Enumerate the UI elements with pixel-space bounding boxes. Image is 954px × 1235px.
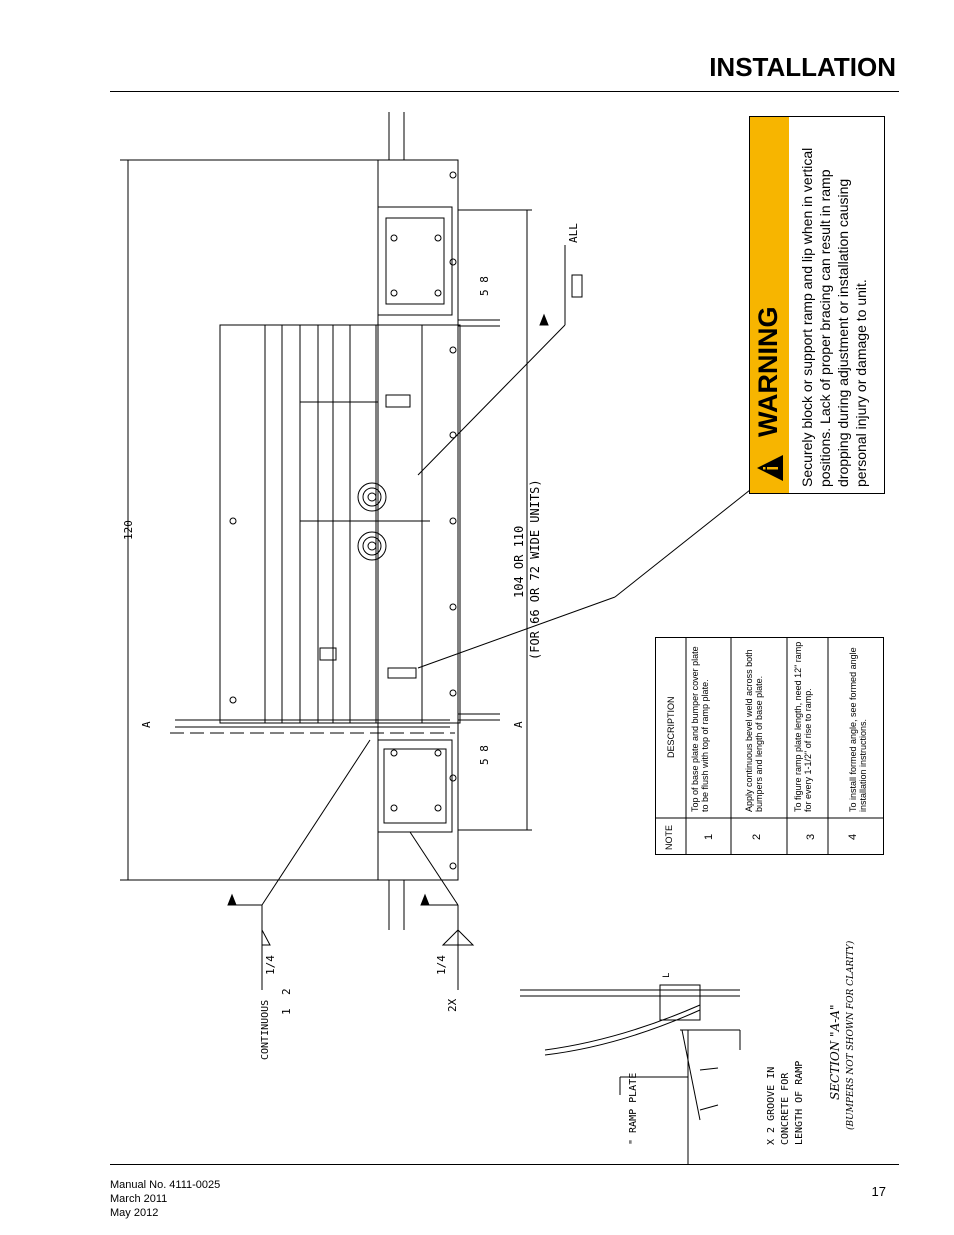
top-fraction-dimension: 5 8 xyxy=(478,276,491,296)
lip-label: L xyxy=(662,972,672,978)
section-subtitle: (BUMPERS NOT SHOWN FOR CLARITY) xyxy=(846,940,856,1130)
warning-title: WARNING xyxy=(753,306,783,437)
weld-all-label: ALL xyxy=(567,223,580,243)
note-4-text: To install formed angle, see formed angle installation instructions. xyxy=(848,647,868,812)
notes-header-description: DESCRIPTION xyxy=(666,696,676,758)
overall-dimension: 120 xyxy=(122,520,135,540)
section-title: SECTION "A-A" xyxy=(828,1004,842,1100)
bottom-fraction-dimension: 5 8 xyxy=(478,745,491,765)
warning-box xyxy=(749,116,885,494)
note-3-number: 3 xyxy=(805,833,817,840)
right-weld-size: 1/4 xyxy=(435,955,448,975)
note-4-number: 4 xyxy=(847,833,859,840)
page-title: INSTALLATION xyxy=(709,52,896,82)
ramp-plate-label: " RAMP PLATE xyxy=(628,1072,639,1145)
revision-date-2: May 2012 xyxy=(110,1207,159,1219)
note-3-text: To figure ramp plate length, need 12" ramp for every 1-1/2" of rise to ramp. xyxy=(793,641,813,812)
left-weld-ref-1: 1 xyxy=(280,1008,293,1015)
revision-date-1: March 2011 xyxy=(110,1193,168,1205)
warning-triangle-icon xyxy=(755,453,785,483)
note-1-number: 1 xyxy=(703,833,715,840)
manual-number: Manual No. 4111-0025 xyxy=(110,1179,221,1191)
notes-table xyxy=(655,637,884,855)
footer xyxy=(110,1178,220,1220)
note-2-number: 2 xyxy=(751,833,763,840)
notes-header-note: NOTE xyxy=(664,824,674,850)
note-1-text: Top of base plate and bumper cover plate to be flush with top of ramp plate. xyxy=(690,646,710,812)
section-marker-top: A xyxy=(140,721,153,728)
section-marker-bottom: A xyxy=(512,721,525,728)
groove-label: X 2 GROOVE IN CONCRETE FOR LENGTH OF RAMP xyxy=(766,1060,805,1145)
width-dimension-line1: 104 OR 110 xyxy=(512,525,526,598)
page-number: 17 xyxy=(871,1184,886,1199)
note-2-text: Apply continuous bevel weld across both bumpers and length of base plate. xyxy=(744,649,764,812)
footer-rule xyxy=(110,1164,899,1165)
left-weld-size: 1/4 xyxy=(264,955,277,975)
right-weld-multiplier: 2X xyxy=(446,998,459,1012)
left-weld-note: CONTINUOUS xyxy=(260,999,271,1060)
left-weld-ref-2: 2 xyxy=(280,988,293,995)
warning-text: Securely block or support ramp and lip when in vertical positions. Lack of proper bracing can result in ramp dropping during adjustment or installation causing personal injury or damage to unit. xyxy=(799,147,869,487)
width-dimension-line2: (FOR 66 OR 72 WIDE UNITS) xyxy=(528,479,542,660)
